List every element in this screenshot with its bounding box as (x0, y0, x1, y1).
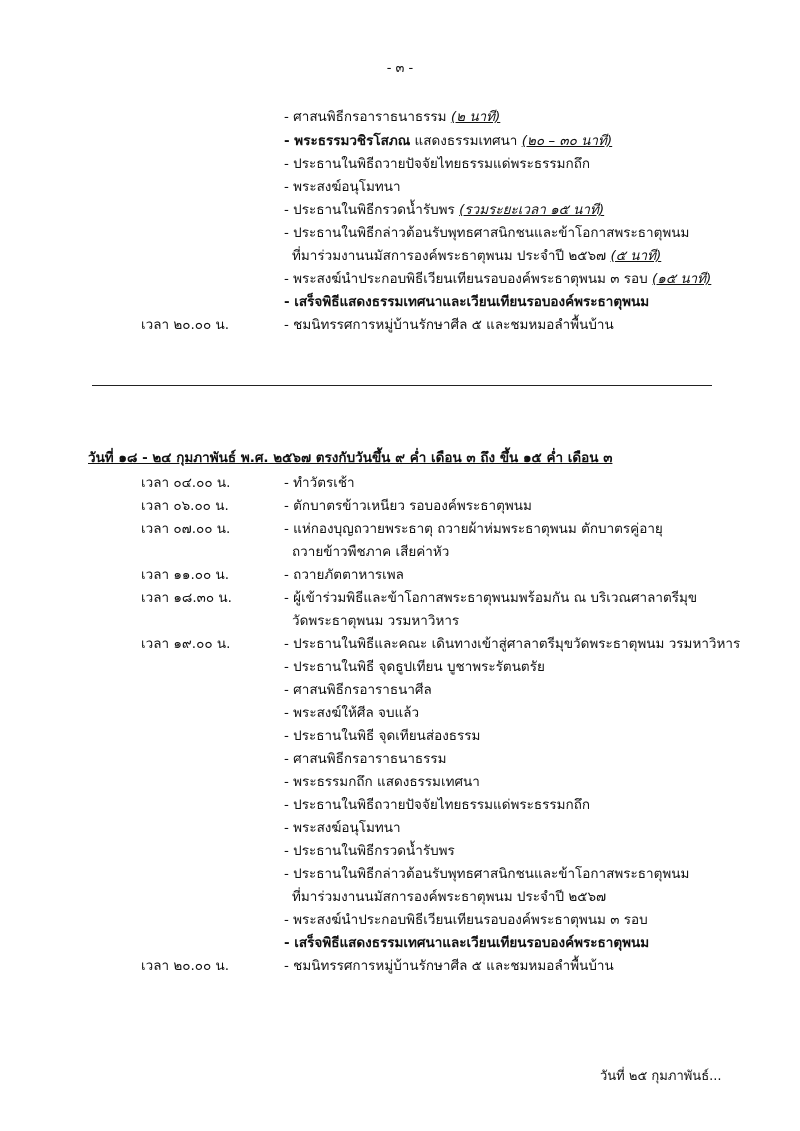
item-text: - ตักบาตรข้าวเหนียว รอบองค์พระธาตุพนม (284, 498, 532, 514)
item-text: - ประธานในพิธีและคณะ เดินทางเข้าสู่ศาลาตรีมุขวัดพระธาตุพนม วรมหาวิหาร (284, 636, 741, 652)
duration-note: (๒๐ – ๓๐ นาที) (521, 133, 613, 149)
item-text: ที่มาร่วมงานนมัสการองค์พระธาตุพนม ประจำปี ๒๕๖๗ (292, 889, 607, 905)
item-text: - ศาสนพิธีกรอาราธนาศีล (284, 682, 432, 698)
item-text: ถวายข้าวพืชภาค เสียค่าหัว (292, 544, 450, 560)
time-label: เวลา ๑๑.๐๐ น. (141, 567, 230, 583)
item-text: - ประธานในพิธี จุดเทียนส่องธรรม (284, 728, 481, 744)
item-text: - พระสงฆ์ให้ศีล จบแล้ว (284, 705, 420, 721)
item-text: - พระสงฆ์อนุโมทนา (284, 179, 401, 195)
item-text: - ประธานในพิธีถวายปัจจัยไทยธรรมแด่พระธรรมกถึก (284, 797, 591, 813)
item-text: - ประธานในพิธี จุดธูปเทียน บูชาพระรัตนตรัย (284, 659, 545, 675)
time-label: เวลา ๐๔.๐๐ น. (141, 475, 231, 491)
item-text: - ประธานในพิธีถวายปัจจัยไทยธรรมแด่พระธรรมกถึก (284, 156, 591, 172)
item-text: ที่มาร่วมงานนมัสการองค์พระธาตุพนม ประจำปี ๒๕๖๗ (292, 248, 611, 264)
item-text: - ประธานในพิธีกรวดน้ำรับพร (284, 843, 455, 859)
duration-note: (๒ นาที) (450, 109, 501, 125)
item-text: - เสร็จพิธีแสดงธรรมเทศนาและเวียนเทียนรอบองค์พระธาตุพนม (284, 294, 650, 310)
item-text: แสดงธรรมเทศนา (410, 133, 522, 149)
time-label: เวลา ๑๙.๐๐ น. (141, 636, 231, 652)
item-text: - เสร็จพิธีแสดงธรรมเทศนาและเวียนเทียนรอบองค์พระธาตุพนม (284, 935, 650, 951)
time-label: เวลา ๒๐.๐๐ น. (141, 317, 230, 333)
duration-note: (รวมระยะเวลา ๑๕ นาที) (459, 202, 605, 218)
item-text: - พระสงฆ์อนุโมทนา (284, 820, 401, 836)
item-text: - ทำวัตรเช้า (284, 475, 355, 491)
item-text: - ชมนิทรรศการหมู่บ้านรักษาศีล ๕ และชมหมอลำพื้นบ้าน (284, 958, 614, 974)
item-text: - ศาสนพิธีกรอาราธนาธรรม (284, 109, 451, 125)
item-text: - ศาสนพิธีกรอาราธนาธรรม (284, 751, 447, 767)
page-number: - ๓ - (386, 61, 414, 76)
duration-note: (๑๕ นาที) (651, 271, 712, 287)
next-page-continuation: วันที่ ๒๕ กุมภาพันธ์... (600, 1069, 722, 1084)
item-text: - พระสงฆ์นำประกอบพิธีเวียนเทียนรอบองค์พระธาตุพนม ๓ รอบ (284, 271, 652, 287)
item-text: - ชมนิทรรศการหมู่บ้านรักษาศีล ๕ และชมหมอลำพื้นบ้าน (284, 317, 614, 333)
item-text: - ประธานในพิธีกล่าวต้อนรับพุทธศาสนิกชนและข้าโอกาสพระธาตุพนม (284, 866, 690, 882)
speaker-name: - พระธรรมวชิรโสภณ (284, 133, 411, 149)
time-label: เวลา ๑๘.๓๐ น. (141, 590, 232, 606)
duration-note: (๕ นาที) (610, 248, 662, 264)
item-text: - พระธรรมกถึก แสดงธรรมเทศนา (284, 774, 480, 790)
item-text: - แห่กองบุญถวายพระธาตุ ถวายผ้าห่มพระธาตุพนม ตักบาตรคู่อายุ (284, 521, 663, 537)
item-text: - ประธานในพิธีกล่าวต้อนรับพุทธศาสนิกชนและข้าโอกาสพระธาตุพนม (284, 225, 690, 241)
time-label: เวลา ๐๗.๐๐ น. (141, 521, 231, 537)
item-text: - ผู้เข้าร่วมพิธีและข้าโอกาสพระธาตุพนมพร้อมกัน ณ บริเวณศาลาตรีมุข (284, 590, 698, 606)
time-label: เวลา ๒๐.๐๐ น. (141, 958, 230, 974)
item-text: วัดพระธาตุพนม วรมหาวิหาร (292, 613, 460, 629)
item-text: - ถวายภัตตาหารเพล (284, 567, 404, 583)
section-divider (92, 385, 712, 386)
date-heading: วันที่ ๑๘ - ๒๔ กุมภาพันธ์ พ.ศ. ๒๕๖๗ ตรงกับวันขึ้น ๙ ค่ำ เดือน ๓ ถึง ขึ้น ๑๕ ค่ำ เดือน ๓ (88, 450, 613, 466)
item-text: - ประธานในพิธีกรวดน้ำรับพร (284, 202, 460, 218)
item-text: - พระสงฆ์นำประกอบพิธีเวียนเทียนรอบองค์พระธาตุพนม ๓ รอบ (284, 912, 648, 928)
time-label: เวลา ๐๖.๐๐ น. (141, 498, 229, 514)
